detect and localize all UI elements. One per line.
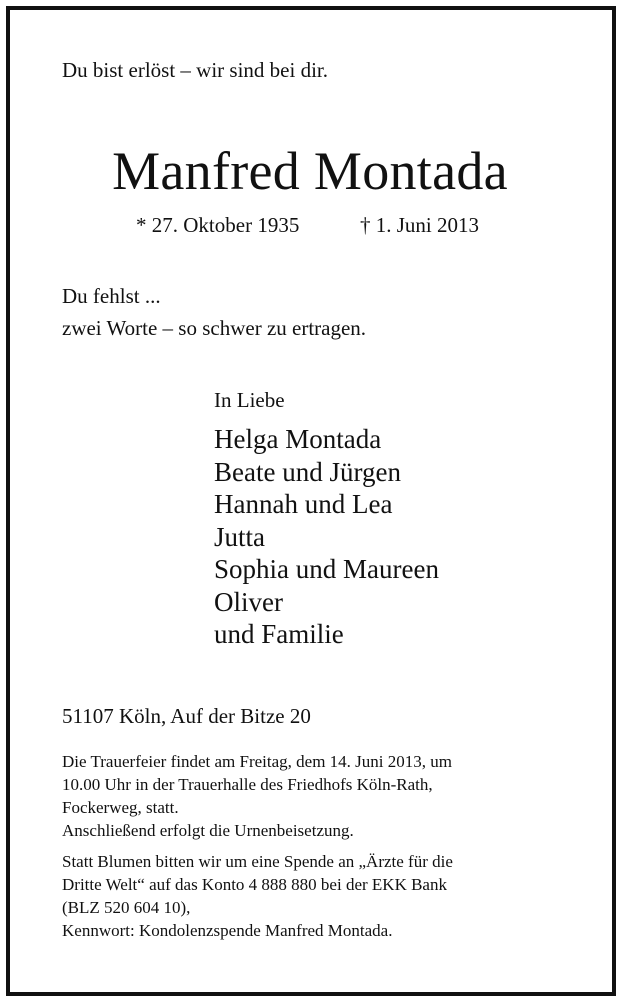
mourner-name: Hannah und Lea [214,489,393,519]
verse-line: zwei Worte – so schwer zu ertragen. [62,316,367,340]
donation-info-line: Kennwort: Kondolenzspende Manfred Montada. [62,921,393,940]
funeral-info-line: Anschließend erfolgt die Urnenbeisetzung. [62,821,354,840]
birth-date: * 27. Oktober 1935 [136,213,300,237]
funeral-info-line: Die Trauerfeier findet am Freitag, dem 14. Juni 2013, um [62,752,452,771]
in-love-label: In Liebe [214,388,285,412]
mourner-name: Beate und Jürgen [214,456,401,487]
verse-line: Du fehlst ... [62,284,161,308]
mourner-name: und Familie [214,619,344,649]
mourner-name: Helga Montada [214,424,382,454]
donation-info-line: Dritte Welt“ auf das Konto 4 888 880 bei der EKK Bank [62,875,447,894]
mourner-name: Oliver [214,586,283,617]
mourner-name: Sophia und Maureen [214,554,439,584]
mourner-name: Jutta [214,521,265,552]
donation-info-line: Statt Blumen bitten wir um eine Spende an „Ärzte für die [62,852,453,871]
death-date: † 1. Juni 2013 [360,213,480,237]
funeral-info [62,750,452,842]
funeral-info-line: Fockerweg, statt. [62,798,179,817]
donation-info [62,850,453,942]
funeral-info-line: 10.00 Uhr in der Trauerhalle des Friedhofs Köln-Rath, [62,775,433,794]
donation-info-line: (BLZ 520 604 10), [62,898,191,917]
mourners-list [214,423,439,651]
motto: Du bist erlöst – wir sind bei dir. [62,58,328,82]
family-address: 51107 Köln, Auf der Bitze 20 [62,704,311,728]
deceased-name: Manfred Montada [112,141,508,201]
